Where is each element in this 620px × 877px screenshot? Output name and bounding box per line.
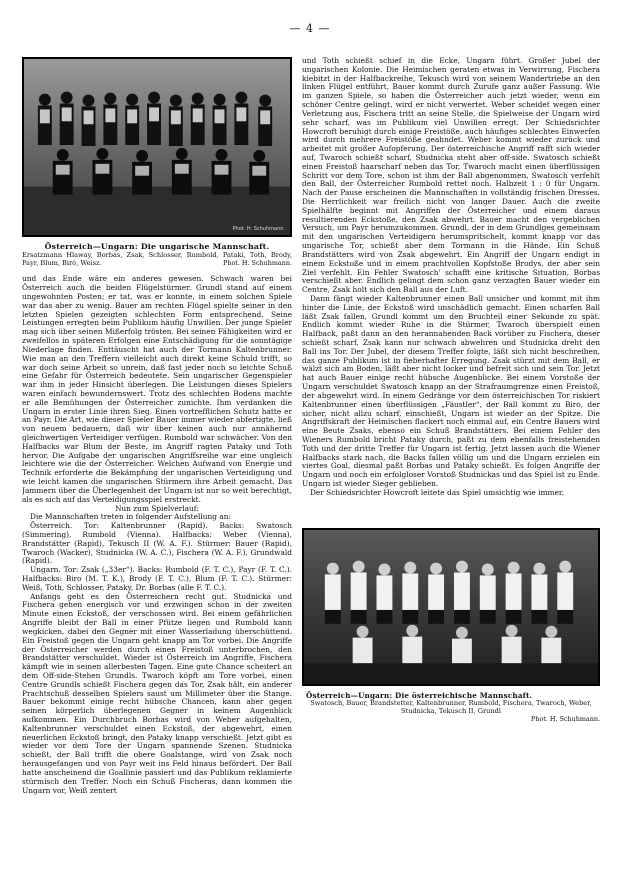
caption-credit: Phot. H. Schuhmann. (223, 258, 292, 267)
lineup-austria: Österreich. Tor: Kaltenbrunner (Rapid). Backs: Swatosch (Simmering), Rumbold (Vienna). Halfbacks: Weber (Vienna), Brandstätter (Rapid), Tekusch II (W. A. F.). Stürmer: Bauer (Rapid), Twaroch (Wacker), Studnicka (W. A. C.), Fischera (W. A. F.), Grundwald (Rapid). (22, 521, 292, 566)
article-paragraph: Der Schiedsrichter Howcroft leitete das Spiel umsichtig wie immer. (310, 487, 564, 497)
team-photo-image (303, 529, 599, 685)
article-paragraph: Die Mannschaften treten in folgender Aufstellung an: (30, 512, 231, 522)
caption-names-block (22, 252, 292, 268)
page-number: — 4 — (289, 22, 331, 35)
right-column (302, 57, 600, 857)
caption-names: Ersatzmann Hlaway, Borbás, Zsak, Schlosser, Rumbold, Pataki, Toth, Brody, Payr, Blum, Biró, Weisz. (22, 250, 292, 267)
article-paragraph: und Toth schießt schief in die Ecke, Ungarn führt. Großer Jubel der ungarischen Kolonie. Die Heimischen geraten etwas in Verwirrung, Fischera kiebitzt in der Halfbackreihe, Tekusch wird von seinem Wandertriebe an den linken Flügel entführt, Bauer kommt durch Zurufe ganz außer Fassung. Wie im ganzen Spiele, so haben die Österreicher auch jetzt wieder, wenn ein schöner Centre gelingt, wird er nicht verwertet. Weber scheidet wegen einer Verletzung aus, Fischera tritt an seine Stelle, die Spielweise der Ungarn wird sehr scharf, was im Publikum viel Unwillen erregt. Der Schiedsrichter Howcroft beruhigt durch einige Freistöße, auch häufiges schlechtes Einwerfen wird durch mehrere Freistöße geahndet. Weber kommt wieder zurück und arbeitet mit großer Aufopferung. Der österreichische Angriff rafft sich wieder auf, Twaroch schießt scharf, Studnicka steht aber off-side. Swatosch schießt einen Freistoß haarscharf neben das Tor, Twaroch macht einen überflüssigen Schritt vor dem Tore, schon ist ihm der Ball abgenommen, Swatosch verfehlt den Ball, der Österreicher Rumbold rettet noch. Halbzeit 1 : 0 für Ungarn. Nach der Pause erscheinen die Mannschaften in vollständig frischen Dresses. Die Herrlichkeit war freilich nicht von langer Dauer. Auch die zweite Spielhälfte beginnt mit Angriffen der Österreicher und einem daraus resultierenden Eckstoße, den Zsak abwehrt. Bauer macht den vergeblichen Versuch, um Payr herumzukommen. Grundl, der in dem Grundlges gemeinsam mit den ungarischen Verteidigern herumspritschelt, kommt knapp vor das ungarische Tor, schießt aber dem Tormann in die Hände. Ein Schuß Brandstätters wird von Zsak abgewehrt. Ein Angriff der Ungarn endigt in einem Eckstoße und in einem prachtvollen Kopfstoße Brodys, der aber sein Ziel verfehlt. Ein Fehler Swatosch' schafft eine kritische Situation, Borbas verschießt aber. Endlich gelingt dem schon ganz verzagten Bauer wieder ein Centre, Zsak holt sich den Ball aus der Luft. (302, 57, 600, 295)
caption-hungarian-team (22, 243, 292, 267)
photo-austrian-team (302, 528, 600, 686)
caption-title: Österreich—Ungarn: Die ungarische Mannschaft. (44, 242, 270, 251)
left-column (22, 57, 292, 857)
team-photo-image (23, 58, 291, 236)
article-paragraph: und das Ende wäre ein anderes gewesen. Schwach waren bei Österreich auch die beiden Flügelstürmer. Grundl stand auf einem ungewohnten Posten; er tat, was er konnte, in einem solchen Spiele war das aber zu wenig. Bauer am rechten Flügel spielte seiner in den letzten Spielen gezeigten schlechten Form entsprechend. Seine Leistungen erregten beim Publikum häufig Unwillen. Der junge Spieler mag sich über seinen Mißerfolg trösten. Bei seinen Fähigkeiten wird er zweifellos in späteren Erfolgen eine Entschädigung für die sonntägige Niederlage finden. Enttäuscht hat auch der Tormann Kaltenbrunner. Wie man an den Treffern vielleicht auch direkt keine Schuld trifft, so war doch seine Arbeit so unrein, daß fast jeder noch so leichte Schuß eine Gefahr für Österreich bedeutete. Sein ungarischer Gegenspieler war ihm in jeder Hinsicht überlegen. Die Leistungen dieses Spielers waren einfach bewundernswert. Trotz des schlechten Bodens machte er alle Bemühungen der Österreicher zunichte. Ihm verdanken die Ungarn in erster Linie ihren Sieg. Einen vortrefflichen Schutz hatte er an Payr. Die Art, wie dieser Spieler Bauer immer wieder abfertigte, ließ von neuem bedauern, daß wir über keinen auch nur annähernd gleichwertigen Verteidiger verfügen. Rumbold war schwächer. Von den Halfbacks war Blum der Beste, im Angriff ragten Pataky und Toth hervor. Die Aufgabe der ungarischen Angriffsreihe war eine ungleich leichtere wie die der Österreicher. Welchen Aufwand von Energie und Technik erforderte die Bekämpfung der ungarischen Verteidigung und wie leicht kamen die ungarischen Stürmern ihre Arbeit gemacht. Das Jammern über die Überlegenheit der Ungarn ist nur so weit berechtigt, als es sich auf das Verteidigungsspiel erstreckt. (22, 274, 292, 504)
caption-credit: Phot. H. Schuhmann. (531, 715, 600, 724)
caption-names-block (302, 700, 600, 723)
photo-hungarian-team (22, 57, 292, 237)
article-paragraph: Anfangs geht es den Österreichern recht gut. Studnicka und Fischera gehen energisch vor und erzwingen schon in der zweiten Minute einen Eckstoß, der verschossen wird. Bei einem gefährlichen Angriffe bleibt der Ball in einer Pfütze liegen und Rumbold kann wegkicken, dabei den Gegner mit einer Wasserladung überschüttend. Ein Freistoß gegen die Ungarn geht knapp am Tor vorbei. Die Angriffe der Österreicher werden durch einen Freistoß unterbrochen, den Brandstätter verschuldet. Wieder ist Österreich im Angriffe, Fischera kämpft wie in seinen allerbesten Tagen. Eine gute Chance scheitert an dem Off-side-Stehen Grundls. Twaroch köpft am Tore vorbei, einen Centre Grundls schießt Fischera gegen das Tor, Zsak hält, ein anderer Prachtschuß desselben Spielers saust um Millimeter über die Stange. Bauer bekommt einige recht hübsche Chancen, kann aber gegen seinen körperlich überlegenen Gegner in keinem Augenblick aufkommen. Ein Durchbruch Borbas wird von Weber aufgehalten, Kaltenbrunner verschuldet einen Eckstoß, der abgewehrt, einen neuerlichen Eckstoß bringt, den Pataky knapp verschießt. Jetzt gibt es wieder vor dem Tore der Ungarn spannende Szenen. Studnicka schießt, der Ball trifft die obere Goalstange, wird von Zsak noch herausgefangen und von Payr weit ins Feld hinaus befördert. Der Ball hatte anscheinend die Goallinie passiert und das Publikum reklamierte stürmisch den Treffer. Noch ein Schuß Fischeras, dann kommen die Ungarn vor, Weiß zentert (22, 591, 292, 795)
caption-names: Swatosch, Bauer, Brandstetter, Kaltenbrunner, Rumbold, Fischera, Twaroch, Weber, Studnicka, Tekusch II, Grundl (310, 699, 592, 716)
caption-title: Österreich—Ungarn: Die österreichische Mannschaft. (306, 690, 533, 700)
caption-austrian-team (302, 692, 600, 724)
section-heading: Nun zum Spielverlauf: (114, 503, 200, 513)
photo-credit: Phot. H. Schuhmann. (232, 226, 285, 233)
lineup-hungary: Ungarn. Tor: Zsak („33er“). Backs: Rumbold (F. T. C.), Payr (F. T. C.). Halfbacks: Biro (M. T. K.), Brody (F. T. C.), Blum (F. T. C.). Stürmer: Weiß, Toth, Schlosser, Pataky, Dr. Borbas (alle F. T. C.). (22, 565, 292, 592)
article-paragraph: Dann fängt wieder Kaltenbrunner einen Ball unsicher und kommt mit ihm hinter die Linie, der Eckstoß wird unschädlich gemacht. Einen scharfen Ball läßt Zsak fallen, Grundl kommt um den Bruchteil einer Sekunde zu spät. Endlich kommt wieder Ruhe in die Stürmer, Twaroch überspielt einen Halfback, paßt dann an den herannahenden Back vorüber zu Fischera, dieser schießt scharf, Zsak kann nur schwach abwehren und Studnicka dreht den Ball ins Tor. Der Jubel, der diesem Treffer folgte, läßt sich nicht beschreiben, das ganze Publikum ist in fieberhafter Erregung. Zsak stürzt mit dem Ball, er wälzt sich am Boden, läßt aber nicht locker und befreit sich und sein Tor. Jetzt hat auch Bauer einige recht hübsche Augenblicke. Bei einem Vorstoße der Ungarn verschuldet Swatosch knapp an der Strafraumgrenze einen Freistoß, der abgewehrt wird. In einem Gedränge vor dem österreichischen Tor riskiert Kaltenbrunner einen überflüssigen „Fäustler“, der Ball kommt zu Biro, der sicher, nicht allzu scharf, einschießt, Ungarn ist wieder an der Spitze. Die Angriffskraft der Heimischen flackert noch einmal auf, ein Centre Bauers wird eine Beute Zsaks, ebenso ein Schuß Brandstätters. Bei einem Fehler des Wieners Rumbold bricht Pataky durch, paßt zu dem ebenfalls freistehenden Toth und der dritte Treffer für Ungarn ist fertig. Jetzt lassen auch die Wiener Halfbacks stark nach, die Backs fallen völlig um und die Ungarn erzielen ein viertes Goal, diesmal paßt Borbas und Pataky schießt. Es folgen Angriffe der Ungarn und noch ein erfolgloser Vorstoß Studnickas und das Spiel ist zu Ende. Ungarn ist wieder Sieger geblieben. (302, 293, 600, 488)
